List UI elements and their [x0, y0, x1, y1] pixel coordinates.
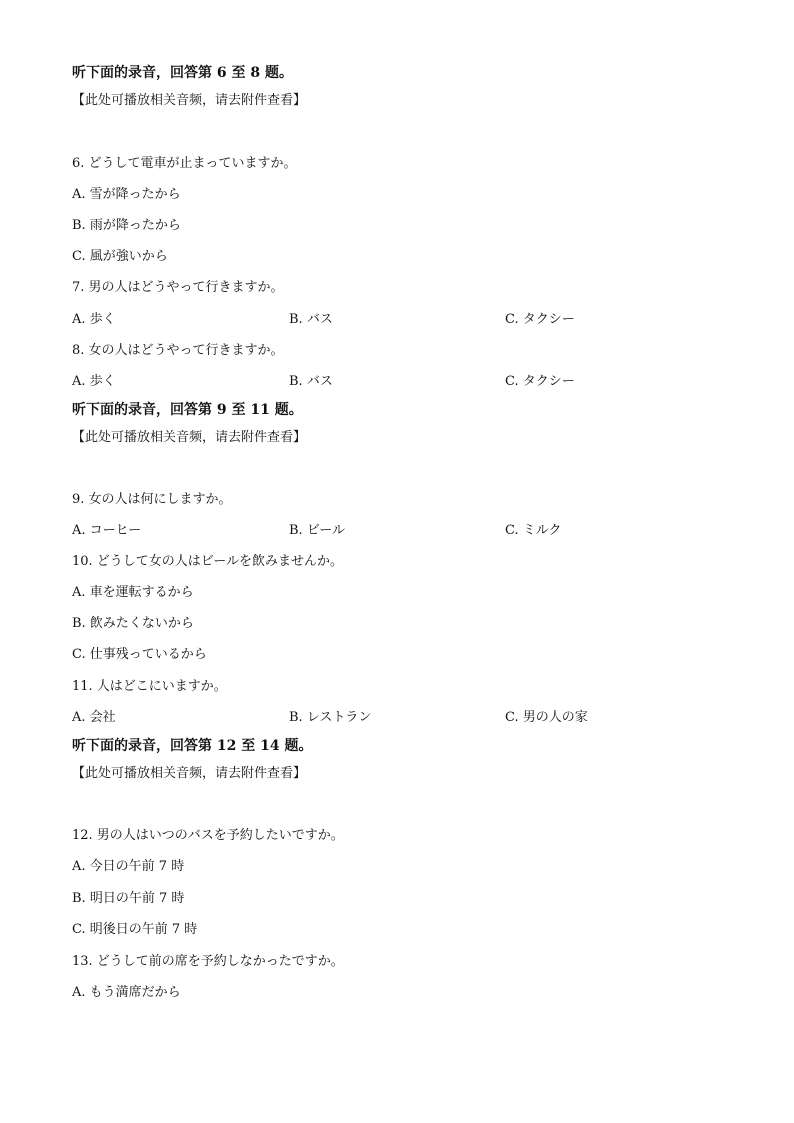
- option-12c: C. 明後日の午前 7 時: [72, 922, 198, 937]
- section-heading: 听下面的录音，回答第 6 至 8 题。: [72, 65, 293, 81]
- option-8b: B. バス: [289, 374, 333, 389]
- audio-note: 【此处可播放相关音频，请去附件查看】: [72, 766, 307, 781]
- option-11c: C. 男の人の家: [505, 710, 588, 725]
- option-7b: B. バス: [289, 312, 333, 327]
- option-9a: A. コーヒー: [72, 523, 142, 538]
- audio-note: 【此处可播放相关音频，请去附件查看】: [72, 430, 307, 445]
- option-7c: C. タクシー: [505, 312, 575, 327]
- option-6c: C. 風が強いから: [72, 249, 168, 264]
- option-11b: B. レストラン: [289, 710, 372, 725]
- section-heading: 听下面的录音，回答第 9 至 11 题。: [72, 402, 303, 418]
- option-10a: A. 車を運転するから: [72, 585, 194, 600]
- option-7a: A. 歩く: [72, 312, 116, 327]
- option-12b: B. 明日の午前 7 時: [72, 891, 185, 906]
- option-9c: C. ミルク: [505, 523, 562, 538]
- section-heading: 听下面的录音，回答第 12 至 14 题。: [72, 738, 313, 754]
- question-13: 13. どうして前の席を予約しなかったですか。: [72, 954, 344, 969]
- question-7: 7. 男の人はどうやって行きますか。: [72, 280, 284, 295]
- option-9b: B. ビール: [289, 523, 346, 538]
- question-10: 10. どうして女の人はビールを飲みませんか。: [72, 554, 344, 569]
- option-13a: A. もう満席だから: [72, 985, 181, 1000]
- option-8c: C. タクシー: [505, 374, 575, 389]
- question-9: 9. 女の人は何にしますか。: [72, 492, 232, 507]
- question-12: 12. 男の人はいつのバスを予約したいですか。: [72, 828, 344, 843]
- option-10c: C. 仕事残っているから: [72, 647, 207, 662]
- question-11: 11. 人はどこにいますか。: [72, 679, 227, 694]
- audio-note: 【此处可播放相关音频，请去附件查看】: [72, 93, 307, 108]
- option-10b: B. 飲みたくないから: [72, 616, 194, 631]
- option-12a: A. 今日の午前 7 時: [72, 859, 185, 874]
- question-6: 6. どうして電車が止まっていますか。: [72, 156, 297, 171]
- option-8a: A. 歩く: [72, 374, 116, 389]
- question-8: 8. 女の人はどうやって行きますか。: [72, 343, 284, 358]
- option-11a: A. 会社: [72, 710, 116, 725]
- option-6b: B. 雨が降ったから: [72, 218, 181, 233]
- option-6a: A. 雪が降ったから: [72, 187, 181, 202]
